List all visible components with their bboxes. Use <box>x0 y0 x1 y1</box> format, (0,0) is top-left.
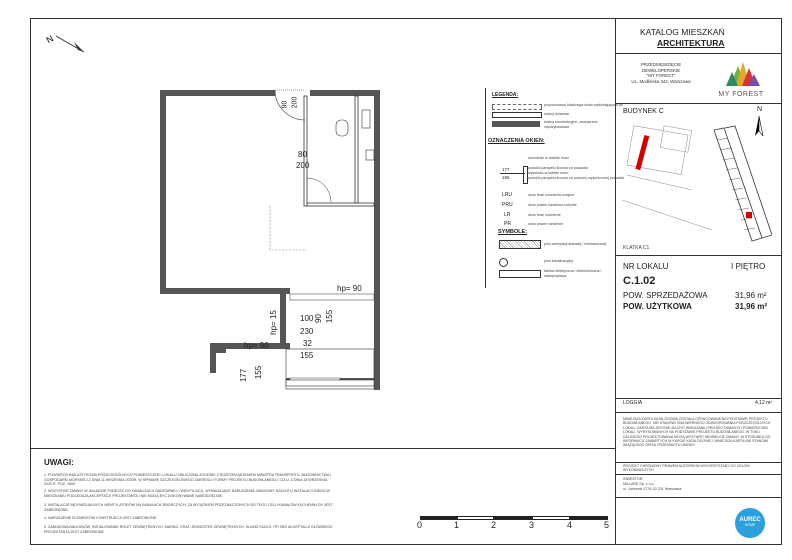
door-dim: 200 <box>291 96 299 109</box>
window-dim: 32 <box>303 339 312 348</box>
floor-plan <box>150 80 390 390</box>
investor-label: INWESTOR: <box>623 477 644 481</box>
divider <box>615 103 782 104</box>
loggia-value: 4,12 m² <box>755 400 772 406</box>
note-item: 5. ZABUDOWA BALKONÓW, INSTALOWANIE ROLET ZEWNĘTRZNYCH, MARKIZ, KRAT, JEDNOSTEK ZEWNĘTRZNYCH, KLIMATYZACJI, ITP. BEZ AKCEPTACJI GŁÓWNEGO PROJEKTANTA JEST ZABRONIONE. <box>44 525 333 534</box>
divider <box>615 474 782 475</box>
window-note: wysokość w świetle muru <box>528 171 569 175</box>
electric-panel-icon <box>499 270 541 278</box>
window-code: PRU <box>502 202 513 208</box>
developer-line: UL. Modlińska 342, Warszawa <box>631 78 691 84</box>
ventilation-icon <box>499 240 541 249</box>
legend-swatch-partition <box>492 112 542 118</box>
window-desc: okno prawe rozwierno-uchylne <box>528 203 577 207</box>
window-desc: okno lewe rozwierne <box>528 213 561 217</box>
my-forest-logo <box>708 58 774 98</box>
symbol-desc: tablica elektryczna / teletechniczna / słaboprądowa <box>544 269 602 278</box>
scale-tick: 0 <box>417 520 423 530</box>
building-label: BUDYNEK C <box>623 108 664 115</box>
loggia-label: LOGGIA <box>623 400 643 406</box>
drain-pipe-icon <box>499 258 508 267</box>
note-item: 2. WSZYSTKIE ZMIANY W UKŁADZIE PODEJŚĆ DO KANALIZACJI SANITARNEJ I WENTYLACJI, WYMAGAJĄCE NARUSZENIA OBUDOWY SZACHTU INSTALACYJNEGO W MIESZKANIU PODLEGAJĄ AKCEPTACJI PROJEKTANTA I NIE MOGĄ BYĆ DOKONYWANE SAMODZIELNIE. <box>44 489 331 498</box>
developer-line: "MY FOREST" <box>646 73 676 79</box>
investor-name: MILLARE Sp. z o.o. <box>623 482 655 486</box>
sill-height: hp= 90 <box>244 341 269 350</box>
balcony-dim: 177 <box>239 368 249 383</box>
legend-item: ściany konstrukcyjne, zewnętrzne, międzylokalowe <box>544 120 599 129</box>
window-desc: okno prawe rozwierne <box>528 222 564 226</box>
aurec-logo-sub: HOME <box>744 523 756 527</box>
divider <box>615 497 782 498</box>
door-dim: 90 <box>281 100 289 109</box>
sill-height: hp= 15 <box>268 310 278 335</box>
sales-area-value: 31,96 m² <box>735 291 767 300</box>
window-marks-title: OZNACZENIA OKIEN: <box>488 138 545 144</box>
catalog-title: KATALOG MIESZKAŃ <box>640 27 725 37</box>
north-label: N <box>757 106 763 113</box>
divider <box>615 412 782 413</box>
svg-text:N: N <box>44 33 56 46</box>
note-item: 1. POWIERZCHNIA UŻYTKOWA POSZCZEGÓLNYCH POMIESZCZEŃ I LOKALU OBLICZONA ZGODNIE Z ROZPORZĄDZENIEM MINISTRA TRANSPORTU, BUDOWNICTWA I GOSPODARKI MORSKIEJ Z DNIA 11 WRZEŚNIA 2020R. W SPRAWIE SZCZEGÓŁOWEGO ZAKRESU I FORMY PROJEKTU BUDOWLANEGO / DZ.U. Z DNIA 18 WRZEŚNIA 2020 R. POZ. 1609 <box>44 473 332 487</box>
window-dim: 100 <box>300 314 314 323</box>
developer-line: DEWELOPERSKIE <box>641 67 681 73</box>
scale-segment <box>457 516 494 520</box>
catalog-subtitle: ARCHITEKTURA <box>657 38 725 48</box>
balcony-dim: 155 <box>254 365 264 380</box>
scale-segment <box>532 516 570 520</box>
usable-area-value: 31,96 m² <box>735 302 768 311</box>
window-code: PR <box>504 221 511 227</box>
window-note: podokić parapetu liczona od poziomu wykończonej posadzki <box>528 176 625 180</box>
site-plan-map <box>622 120 772 248</box>
wc-door-dim: 80 <box>298 150 307 159</box>
window-dim-box <box>500 173 525 174</box>
divider <box>615 53 782 54</box>
legend-title: LEGENDA: <box>492 92 519 98</box>
sales-area-label: POW. SPRZEDAŻOWA <box>623 291 708 300</box>
divider <box>615 398 782 399</box>
scale-segment <box>570 516 608 520</box>
scale-tick: 5 <box>604 520 610 530</box>
legend-swatch-structural <box>492 121 540 127</box>
window-desc: okno lewe rozwierno-uchylne <box>528 193 575 197</box>
sill-height: hp= 90 <box>337 284 362 293</box>
scale-segment <box>420 516 457 520</box>
scale-bar <box>420 516 608 520</box>
logo-text: MY FOREST <box>718 91 764 98</box>
usable-area-label: POW. UŻYTKOWA <box>623 302 692 311</box>
scale-tick: 2 <box>491 520 497 530</box>
legend-swatch-dashed <box>492 104 542 110</box>
unit-number: C.1.02 <box>623 275 656 287</box>
panel-divider <box>615 18 616 545</box>
forest-logo-icon <box>708 58 774 86</box>
lokal-label: NR LOKALU <box>623 262 669 271</box>
divider <box>615 462 782 463</box>
aurec-logo-text: AUREC <box>739 517 761 523</box>
window-dim: 155 <box>325 309 335 324</box>
notes-divider <box>30 448 615 449</box>
wc-door-dim: 200 <box>296 161 310 170</box>
scale-segment <box>494 516 532 520</box>
legend-divider <box>485 88 486 288</box>
window-note: szerokość w świetle muru <box>528 156 569 160</box>
divider <box>615 255 782 256</box>
developer-info <box>622 62 700 84</box>
window-code: LR <box>504 212 511 218</box>
notes-title: UWAGI: <box>44 458 74 467</box>
window-dim-bottom: 155 <box>502 175 510 180</box>
symbols-title: SYMBOLE: <box>498 229 528 235</box>
symbol-desc: pion wentylacji stałowej / mechanicznej <box>544 242 607 246</box>
scale-tick: 1 <box>454 520 460 530</box>
legend-item: proponowana lokalizacja ścian wydzielających wc <box>544 103 624 107</box>
stair-label: KLATKA C1 <box>623 245 650 251</box>
window-dim: 230 <box>300 327 314 336</box>
note-item: 4. NARUSZENIE ELEMENTÓW KONSTRUKCJI JEST ZABRONIONE. <box>44 516 158 520</box>
aurec-logo <box>735 508 765 538</box>
legend-item: ściany działowe <box>544 112 570 116</box>
developer-line: PRZEDSIĘWZIĘCIE <box>640 62 682 67</box>
note-item: 3. INSTALACJE INDYWIDUALNYCH WENTYLATORÓW NA KANAŁACH ZBIORCZYCH, ZA WYJĄTKIEM PRZEZNACZONYCH DO TEGO CELU KANAŁÓW KUCHENNYCH JEST ZABRONIONE. <box>44 503 333 512</box>
window-dim-top: 177 <box>502 167 510 172</box>
window-note: podokić parapetu liczona od posadzki <box>528 166 588 170</box>
investor-address: ul. Jutrzenki 177A,02-231 Warszawa <box>623 487 682 491</box>
floor-label: I PIĘTRO <box>731 262 766 271</box>
scale-tick: 4 <box>567 520 573 530</box>
symbol-desc: pion kanalizacyjny <box>544 259 574 263</box>
scale-tick: 3 <box>529 520 535 530</box>
window-dim: 155 <box>300 351 314 360</box>
compass-icon <box>44 26 90 56</box>
window-dim: 90 <box>313 314 323 323</box>
window-code: LRU <box>502 192 513 198</box>
copyright-text: PROJEKT CHRONIONY PRAWEM AUTORSKIM WYKORZYSTANY DO CELÓW WYKONAWCZYCH <box>623 464 750 473</box>
disclaimer-text: NINIEJSZA KARTA KATALOGOWA ZOSTAŁA OPRACOWANA NA PODSTAWIE PROJEKTU BUDOWLANEGO. NIE STANOWI ONA WIERNEGO ODWZOROWANIA POSZCZEGÓLNYCH LOKALI. KARTA MA JEDYNIE SŁUŻYĆ WSKAZANIU PROJEKTOWANYCH POWIERZCHNI LOKALI, WYRYSOWANYCH NA PODSTAWIE PROJEKTU BUDOWLANEGO. W TOKU DALSZEGO PROJEKTOWANIA MOGĄ WYSTĄPIĆ NIEWIELKIE ZMIANY. W STOSUNKU DO INFORMACJI ZAWARTYCH W KARCIE KATALOGOWEJ. NINIEJSZA KARTA NIE STANOWI WIĄŻĄCEGO OPISU PRZEDMIOTU UMOWY. <box>623 417 771 448</box>
